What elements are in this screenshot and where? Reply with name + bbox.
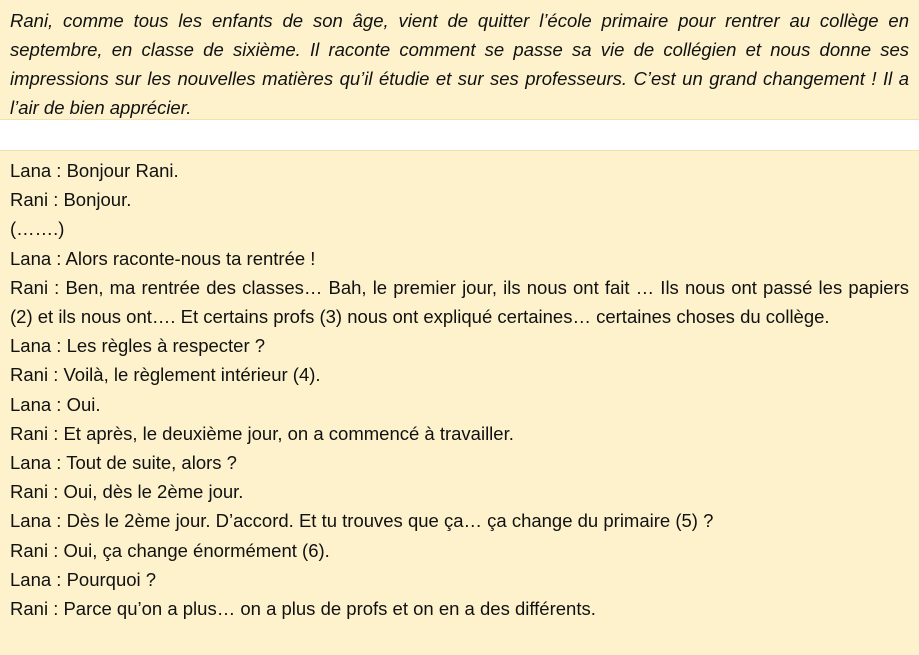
dialogue-line: Rani : Et après, le deuxième jour, on a commencé à travailler. — [10, 422, 514, 444]
dialogue-line: Rani : Parce qu’on a plus… on a plus de profs et on en a des différents. — [10, 598, 596, 620]
dialogue-line: Rani : Ben, ma rentrée des classes… Bah, le premier jour, ils nous ont fait … Ils nous ont passé les papiers (2) et ils nous ont…. Et certains profs (3) nous ont expliqué certaines… certaines choses du collège. — [10, 276, 909, 328]
dialogue-line: Lana : Les règles à respecter ? — [10, 335, 266, 357]
dialogue-line: Rani : Oui, ça change énormément (6). — [10, 539, 330, 561]
intro-paragraph: Rani, comme tous les enfants de son âge, vient de quitter l’école primaire pour rentrer au collège en septembre, en classe de sixième. Il raconte comment se passe sa vie de collégien et nous donne ses impressions sur les nouvelles matières qu’il étudie et sur ses professeurs. C’est un grand changement ! Il a l’air de bien apprécier. — [10, 10, 909, 118]
dialogue-line: Rani : Voilà, le règlement intérieur (4). — [10, 364, 321, 386]
dialogue-line: Lana : Alors raconte-nous ta rentrée ! — [10, 247, 316, 269]
dialogue-line: Lana : Dès le 2ème jour. D’accord. Et tu trouves que ça… ça change du primaire (5) ? — [10, 510, 714, 532]
dialogue-line: Lana : Tout de suite, alors ? — [10, 452, 237, 474]
dialogue-line: Lana : Oui. — [10, 393, 101, 415]
dialogue-line: (…….) — [10, 218, 65, 240]
intro-box — [0, 0, 919, 120]
dialogue-box — [0, 150, 919, 655]
dialogue-line: Lana : Bonjour Rani. — [10, 160, 179, 181]
dialogue-line: Rani : Oui, dès le 2ème jour. — [10, 481, 244, 503]
dialogue-line: Lana : Pourquoi ? — [10, 568, 157, 590]
dialogue-line: Rani : Bonjour. — [10, 189, 132, 211]
